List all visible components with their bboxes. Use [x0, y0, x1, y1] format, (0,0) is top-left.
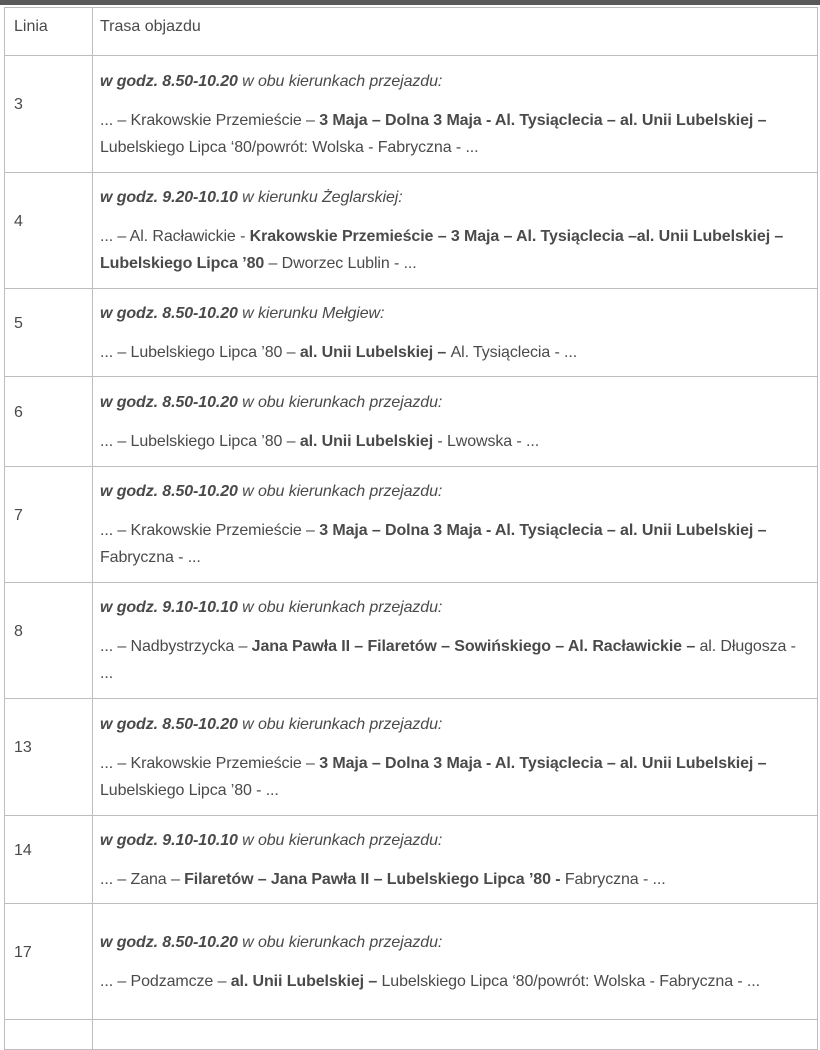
route-cell	[93, 173, 818, 289]
time-hours: w godz. 8.50-10.20	[100, 933, 238, 951]
line-number: 3	[5, 56, 93, 173]
route-cell	[93, 467, 818, 583]
route-path	[100, 633, 813, 687]
route-segment: - Lwowska - ...	[433, 432, 540, 450]
route-segment: Fabryczna - ...	[100, 549, 201, 566]
line-cell-empty	[5, 1020, 93, 1050]
route-segment-detour: al. Unii Lubelskiej –	[299, 343, 451, 361]
table-row	[5, 583, 818, 699]
line-number: 13	[5, 699, 93, 816]
route-cell	[93, 583, 818, 699]
route-segment: ... – Al. Racławickie -	[100, 228, 250, 245]
time-window	[100, 300, 813, 327]
line-number: 17	[5, 904, 93, 1020]
route-path	[100, 866, 813, 893]
top-border-bar	[0, 0, 820, 5]
route-path	[100, 428, 813, 455]
route-segment: ... – Krakowskie Przemieście –	[100, 754, 320, 772]
route-segment-detour: Filaretów – Jana Pawła II – Lubelskiego Lipca ’80 -	[184, 870, 565, 888]
time-window	[100, 389, 813, 416]
table-row	[5, 467, 818, 583]
route-cell	[93, 699, 818, 816]
route-segment: Lubelskiego Lipca ‘80/powrót: Wolska - Fabryczna - ...	[381, 972, 760, 990]
route-cell	[93, 289, 818, 377]
time-window	[100, 184, 813, 211]
route-segment-detour: al. Unii Lubelskiej –	[230, 972, 382, 990]
route-segment: al. Długosza - ...	[100, 638, 796, 682]
table-row	[5, 56, 818, 173]
time-direction: w kierunku Mełgiew:	[237, 304, 385, 322]
route-segment: ... – Lubelskiego Lipca ’80 –	[100, 432, 300, 450]
time-hours: w godz. 8.50-10.20	[100, 393, 238, 411]
route-segment: Fabryczna - ...	[564, 870, 666, 888]
line-number: 14	[5, 816, 93, 904]
route-segment: – Dworzec Lublin - ...	[264, 255, 417, 272]
route-segment-detour: 3 Maja – Dolna 3 Maja - Al. Tysiąclecia – al. Unii Lubelskiej –	[319, 754, 767, 772]
time-hours: w godz. 9.20-10.10	[100, 189, 238, 206]
route-segment: ... – Nadbystrzycka –	[100, 638, 252, 655]
time-window	[100, 827, 813, 854]
route-cell-empty	[93, 1020, 818, 1050]
route-path	[100, 223, 813, 277]
time-hours: w godz. 8.50-10.20	[100, 72, 238, 90]
route-segment: ... – Krakowskie Przemieście –	[100, 522, 320, 539]
time-hours: w godz. 8.50-10.20	[100, 483, 238, 500]
time-direction: w obu kierunkach przejazdu:	[237, 715, 443, 733]
time-window	[100, 929, 813, 956]
time-window	[100, 594, 813, 621]
time-window	[100, 478, 813, 505]
time-direction: w obu kierunkach przejazdu:	[237, 599, 443, 616]
route-path	[100, 750, 813, 804]
detour-routes-table	[4, 7, 818, 1050]
time-direction: w kierunku Żeglarskiej:	[237, 189, 403, 206]
table-row	[5, 699, 818, 816]
route-path	[100, 339, 813, 366]
table-header-row	[5, 8, 818, 56]
route-path	[100, 517, 813, 571]
route-segment: ... – Krakowskie Przemieście –	[100, 111, 320, 129]
route-cell	[93, 816, 818, 904]
route-segment-detour: al. Unii Lubelskiej	[299, 432, 434, 450]
table-row	[5, 289, 818, 377]
route-path	[100, 968, 813, 995]
line-number: 5	[5, 289, 93, 377]
table-row	[5, 904, 818, 1020]
route-segment: ... – Zana –	[100, 870, 185, 888]
time-hours: w godz. 9.10-10.10	[100, 831, 238, 849]
line-number: 8	[5, 583, 93, 699]
time-direction: w obu kierunkach przejazdu:	[237, 72, 443, 90]
line-number: 7	[5, 467, 93, 583]
header-route: Trasa objazdu	[93, 8, 818, 56]
route-segment-detour: 3 Maja – Dolna 3 Maja - Al. Tysiąclecia – al. Unii Lubelskiej –	[319, 111, 767, 129]
route-segment-detour: Jana Pawła II – Filaretów – Sowińskiego – Al. Racławickie –	[251, 638, 700, 655]
time-window	[100, 711, 813, 738]
route-segment-detour: Krakowskie Przemieście – 3 Maja – Al. Tysiąclecia –al. Unii Lubelskiej – Lubelskiego Lipca ’80	[100, 228, 784, 272]
route-cell	[93, 904, 818, 1020]
route-segment: Al. Tysiąclecia - ...	[450, 343, 578, 361]
route-segment: Lubelskiego Lipca ’80 - ...	[100, 781, 279, 799]
table-row	[5, 816, 818, 904]
route-cell	[93, 377, 818, 467]
header-line: Linia	[5, 8, 93, 56]
time-hours: w godz. 8.50-10.20	[100, 304, 238, 322]
table-row-partial	[5, 1020, 818, 1050]
route-segment: ... – Lubelskiego Lipca ’80 –	[100, 343, 300, 361]
time-hours: w godz. 8.50-10.20	[100, 715, 238, 733]
time-direction: w obu kierunkach przejazdu:	[237, 483, 443, 500]
line-number: 4	[5, 173, 93, 289]
time-window	[100, 68, 813, 95]
route-path	[100, 107, 813, 161]
route-segment: Lubelskiego Lipca ‘80/powrót: Wolska - Fabryczna - ...	[100, 138, 479, 156]
route-cell	[93, 56, 818, 173]
time-hours: w godz. 9.10-10.10	[100, 599, 238, 616]
table-row	[5, 173, 818, 289]
time-direction: w obu kierunkach przejazdu:	[237, 933, 443, 951]
route-segment: ... – Podzamcze –	[100, 972, 231, 990]
line-number: 6	[5, 377, 93, 467]
time-direction: w obu kierunkach przejazdu:	[237, 393, 443, 411]
route-segment-detour: 3 Maja – Dolna 3 Maja - Al. Tysiąclecia – al. Unii Lubelskiej –	[319, 522, 767, 539]
time-direction: w obu kierunkach przejazdu:	[237, 831, 443, 849]
table-row	[5, 377, 818, 467]
